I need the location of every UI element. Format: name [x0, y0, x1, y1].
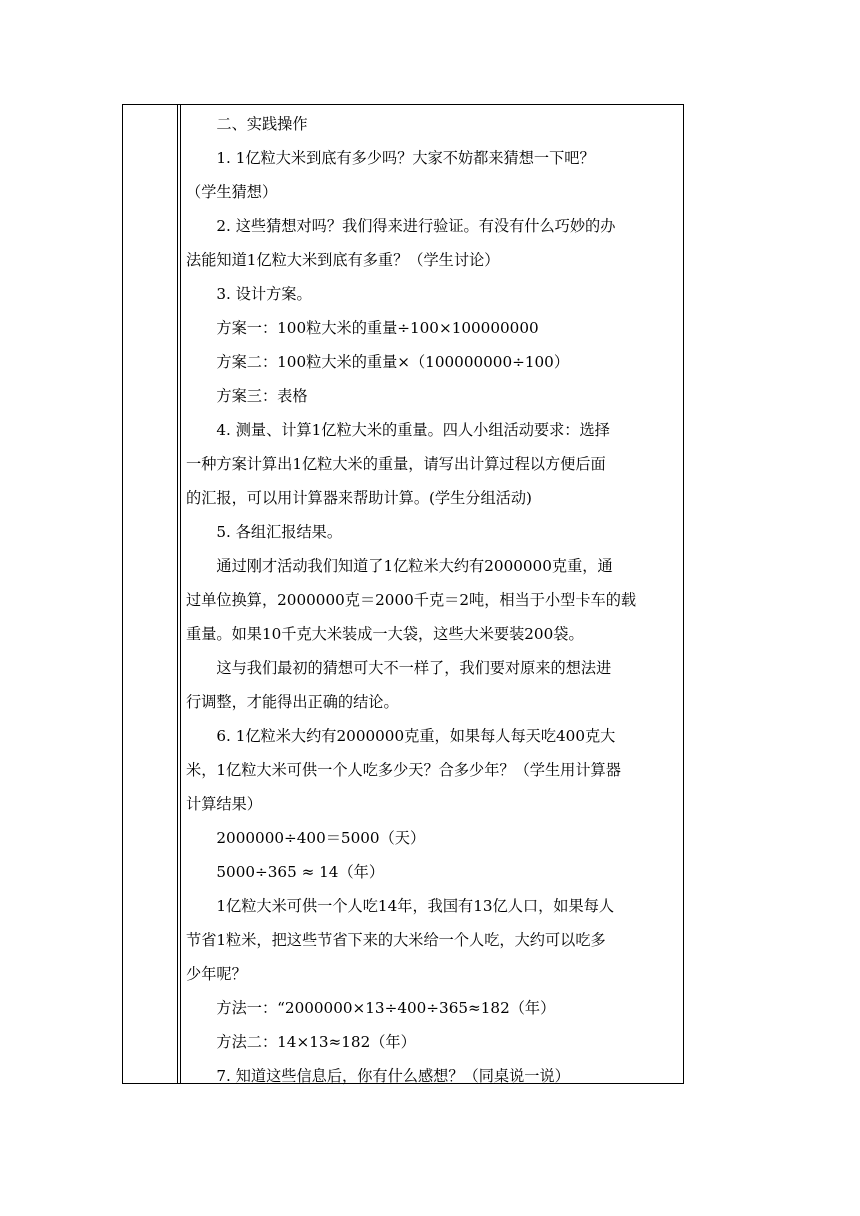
lesson-content [182, 107, 683, 1093]
text-line: 1. 1亿粒大米到底有多少吗？大家不妨都来猜想一下吧？ [216, 149, 595, 167]
text-line: 方法一：“2000000×13÷400÷365≈182（年） [216, 999, 556, 1017]
text-line: 行调整，才能得出正确的结论。 [186, 693, 399, 711]
text-line: 这与我们最初的猜想可大不一样了，我们要对原来的想法进 [216, 659, 612, 677]
text-line: 1亿粒大米可供一个人吃14年，我国有13亿人口，如果每人 [216, 897, 615, 915]
text-line: 2. 这些猜想对吗？我们得来进行验证。有没有什么巧妙的办 [216, 217, 616, 235]
text-line: 5. 各组汇报结果。 [216, 523, 343, 541]
text-line: 的汇报，可以用计算器来帮助计算。(学生分组活动) [186, 489, 532, 507]
table-column-label [123, 105, 178, 1083]
text-line: 过单位换算，2000000克＝2000千克＝2吨，相当于小型卡车的载 [186, 591, 637, 609]
text-line: 少年呢？ [186, 965, 247, 983]
text-line: 米，1亿粒大米可供一个人吃多少天？合多少年？（学生用计算器 [186, 761, 621, 779]
text-line: 方案一：100粒大米的重量÷100×100000000 [216, 319, 539, 337]
text-line: 重量。如果10千克大米装成一大袋，这些大米要装200袋。 [186, 625, 584, 643]
text-line: 二、实践操作 [216, 115, 308, 133]
text-line: 法能知道1亿粒大米到底有多重？（学生讨论） [186, 251, 500, 269]
text-line: 7. 知道这些信息后，你有什么感想？（同桌说一说） [216, 1067, 570, 1085]
text-line: 3. 设计方案。 [216, 285, 312, 303]
text-line: 4. 测量、计算1亿粒大米的重量。四人小组活动要求：选择 [216, 421, 610, 439]
text-line: 6. 1亿粒米大约有2000000克重，如果每人每天吃400克大 [216, 727, 616, 745]
text-line: 一种方案计算出1亿粒大米的重量，请写出计算过程以方便后面 [186, 455, 606, 473]
text-line: 节省1粒米，把这些节省下来的大米给一个人吃，大约可以吃多 [186, 931, 606, 949]
table-column-spacer [178, 105, 181, 1083]
text-line: 方案二：100粒大米的重量×（100000000÷100） [216, 353, 570, 371]
text-line: 方案三：表格 [216, 387, 308, 405]
text-line: 5000÷365 ≈ 14（年） [216, 863, 385, 881]
text-line: 方法二：14×13≈182（年） [216, 1033, 416, 1051]
lesson-table [122, 104, 684, 1084]
text-line: 计算结果） [186, 795, 262, 813]
text-line: （学生猜想） [186, 183, 278, 201]
text-line: 通过刚才活动我们知道了1亿粒米大约有2000000克重，通 [216, 557, 613, 575]
text-line: 2000000÷400＝5000（天） [216, 829, 426, 847]
